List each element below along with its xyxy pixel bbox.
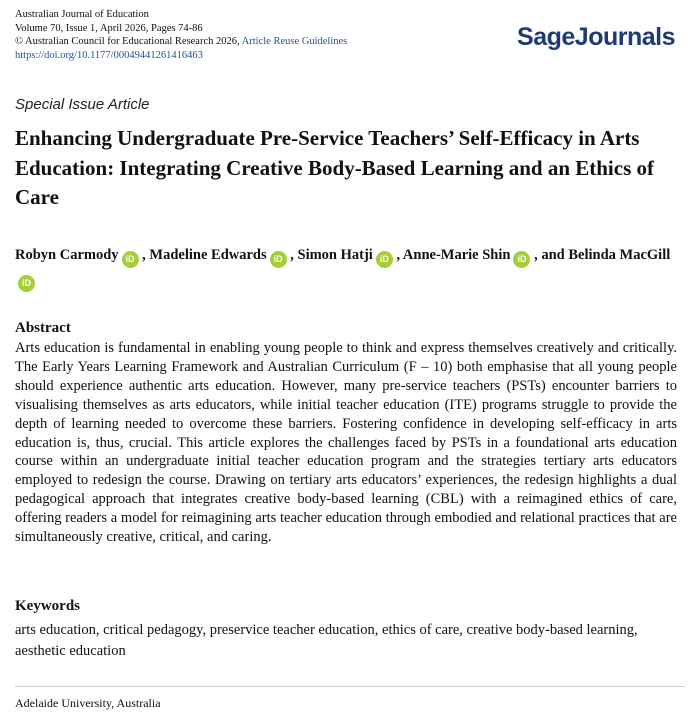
abstract-text: Arts education is fundamental in enabling young people to think and express themselves creatively and critically. The Early Years Learning Framework and Australian Curriculum (F – 10) both emphasise that all young people should experience authentic arts education. However, many pre-service teachers (PSTs) encounter barriers to visualising themselves as arts educators, while initial teacher education (ITE) programs struggle to provide the depth of learning needed to overcome these barriers. Fostering confidence in developing self-efficacy in arts education is, thus, crucial. This article explores the challenges faced by PSTs in a foundational arts education course within an undergraduate initial teacher education program and the strategies tertiary arts educators employed to redesign the course. Drawing on tertiary arts educators’ experiences, the redesign highlights a dual pedagogical approach that integrates creative body-based learning (CBL) with a reimagined ethics of care, offering readers a model for reimagining arts teacher education through embodied and relational practices that are simultaneously creative, critical, and caring. [15, 340, 677, 546]
article-header [15, 8, 685, 68]
author-name[interactable]: Madeline Edwards [149, 247, 267, 263]
author-name[interactable]: Anne-Marie Shin [402, 247, 511, 263]
orcid-icon[interactable]: iD [513, 251, 530, 268]
issue-info: Volume 70, Issue 1, April 2026, Pages 74-86 [15, 22, 203, 34]
keywords-heading: Keywords [15, 598, 80, 614]
author-affiliation: Adelaide University, Australia [15, 696, 161, 710]
article-title: Enhancing Undergraduate Pre-Service Teachers’ Self-Efficacy in Arts Education: Integrating Creative Body-Based Learning and an Ethics of Care [15, 126, 654, 209]
orcid-icon[interactable]: iD [18, 275, 35, 292]
orcid-icon[interactable]: iD [270, 251, 287, 268]
divider [15, 686, 685, 687]
author-name[interactable]: Belinda MacGill [568, 247, 671, 263]
article-type: Special Issue Article [15, 96, 150, 113]
journal-name: Australian Journal of Education [15, 9, 149, 20]
orcid-icon[interactable]: iD [122, 251, 139, 268]
abstract-heading: Abstract [15, 320, 71, 336]
keywords-text: arts education, critical pedagogy, preservice teacher education, ethics of care, creative body-based learning, aesthetic education [15, 622, 638, 659]
author-name[interactable]: Simon Hatji [297, 247, 373, 263]
author-separator: , [392, 247, 403, 263]
author-separator: , [286, 247, 298, 263]
orcid-icon[interactable]: iD [376, 251, 393, 268]
author-separator: , [138, 247, 150, 263]
author-name[interactable]: Robyn Carmody [15, 247, 119, 263]
publisher-logo[interactable]: SageJournals [517, 23, 675, 51]
reuse-guidelines-link[interactable]: Article Reuse Guidelines [241, 36, 348, 48]
doi-link[interactable]: https://doi.org/10.1177/00049441261416463 [15, 49, 203, 61]
copyright-text: © Australian Council for Educational Research 2026, [15, 36, 240, 48]
author-list [15, 244, 685, 292]
author-separator: , and [530, 247, 569, 263]
